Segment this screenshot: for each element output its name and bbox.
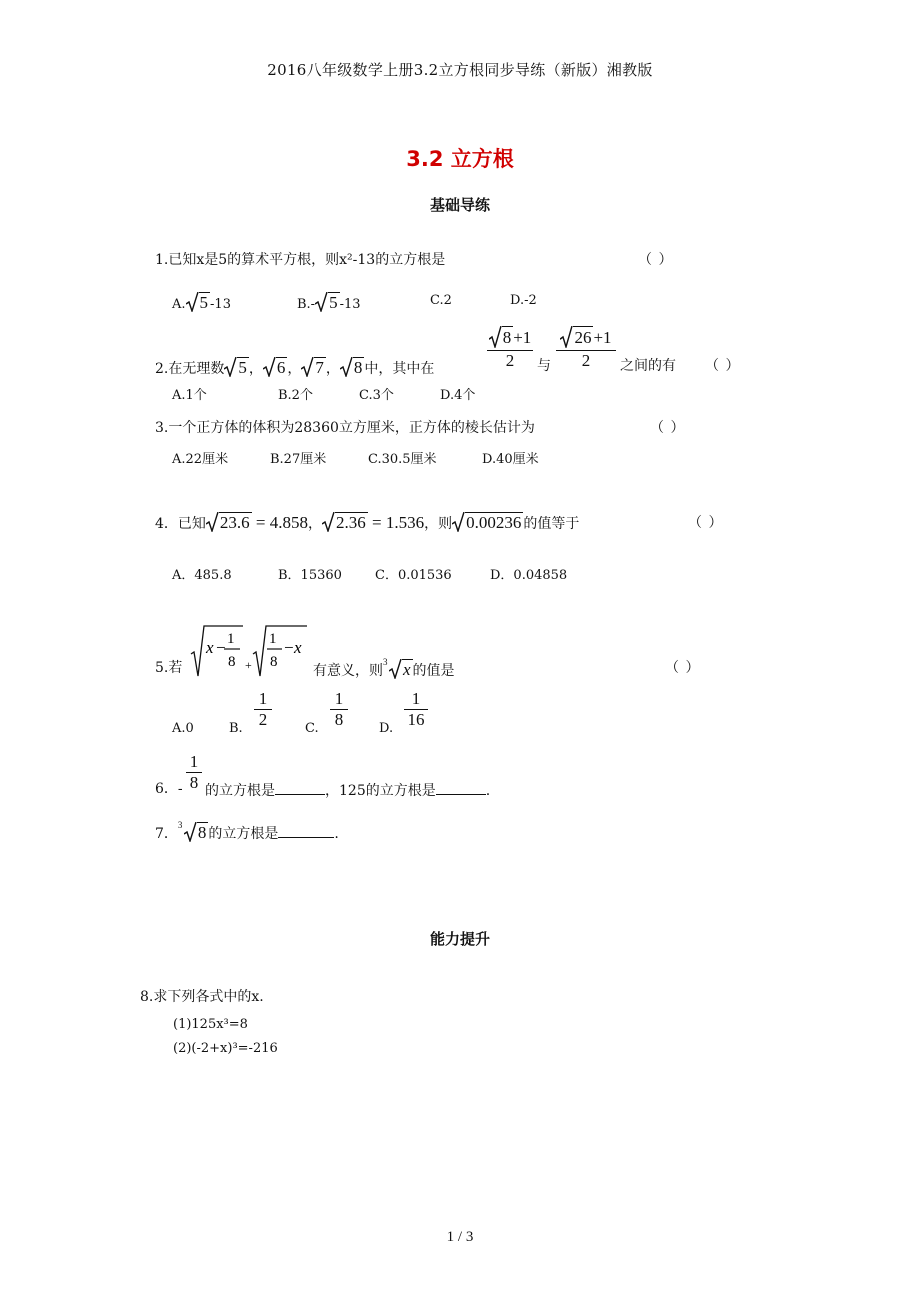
q5-minus: − <box>216 638 226 657</box>
document-header: 2016八年级数学上册3.2立方根同步导练（新版）湘教版 <box>267 61 653 79</box>
q6-fraction: 1 8 <box>186 752 202 793</box>
section-heading-basic: 基础导练 <box>429 196 490 214</box>
q8-part-2: (2)(-2+x)³=-216 <box>173 1041 278 1056</box>
q5-x: x <box>206 638 214 657</box>
answer-blank[interactable] <box>436 780 486 795</box>
page-title: 3.2 立方根 <box>406 147 514 171</box>
q5-option-a: A.0 <box>172 721 194 736</box>
q5-option-c: C. <box>305 721 319 736</box>
sqrt-sign: 7 <box>301 357 326 377</box>
cube-root-sign: x <box>389 659 413 679</box>
q2-option-d: D.4个 <box>440 388 476 403</box>
q2-option-b: B.2个 <box>278 388 313 403</box>
cube-root-index: 3 <box>177 820 183 830</box>
answer-blank[interactable] <box>278 823 334 838</box>
q4-option-a: A．485.8 <box>172 568 232 583</box>
question-2: 2.在无理数 5 ， 6 ， 7 ， 8 中，其中在 <box>155 358 435 377</box>
answer-paren-4: （ ） <box>688 515 724 531</box>
q5-one: 1 <box>227 631 235 647</box>
q3-option-d: D.40厘米 <box>482 452 539 467</box>
sqrt-sign: 0.00236 <box>452 512 523 532</box>
q5-x-2: x <box>294 638 302 657</box>
q3-option-a: A.22厘米 <box>172 452 229 467</box>
cube-root-index: 3 <box>383 657 388 667</box>
answer-paren-3: （ ） <box>650 420 686 436</box>
q5-frac-b: 1 2 <box>254 689 272 730</box>
q4-option-b: B．15360 <box>278 568 342 583</box>
question-3: 3.一个正方体的体积为28360立方厘米，正方体的棱长估计为 <box>155 420 535 436</box>
q3-option-c: C.30.5厘米 <box>368 452 437 467</box>
answer-paren-5: （ ） <box>665 660 701 676</box>
sqrt-sign: 5 <box>224 357 249 377</box>
fraction-sqrt8-plus1-over-2: 8 +1 2 <box>487 326 533 371</box>
q5-frac-d: 1 16 <box>404 689 428 730</box>
q1-option-b: B.- 5 -13 <box>297 293 361 312</box>
q5-minus-2: − <box>284 638 294 657</box>
q2-suffix: 之间的有 <box>620 358 676 374</box>
sqrt-sign: 5 <box>315 292 340 312</box>
sqrt-sign: 23.6 <box>206 512 252 532</box>
q2-option-a: A.1个 <box>172 388 207 403</box>
q5-option-b: B. <box>229 721 243 736</box>
q1-option-a: A. 5 -13 <box>172 293 231 312</box>
answer-paren-1: （ ） <box>638 252 674 268</box>
q1-option-c: C.2 <box>430 293 452 308</box>
sqrt-sign: 5 <box>186 292 211 312</box>
sqrt-sign: 8 <box>340 357 365 377</box>
q1-option-d: D.-2 <box>510 293 537 308</box>
question-1: 1.已知x是5的算术平方根，则x²-13的立方根是 <box>155 252 446 268</box>
question-5-mid: 有意义，则 3 x 的值是 <box>313 659 455 680</box>
q4-option-c: C．0.01536 <box>375 568 452 583</box>
q4-option-d: D．0.04858 <box>490 568 568 583</box>
section-heading-advanced: 能力提升 <box>429 930 490 948</box>
answer-blank[interactable] <box>275 780 325 795</box>
sqrt-sign: 6 <box>263 357 288 377</box>
page-number: 1 / 3 <box>446 1229 474 1245</box>
q5-eight-2: 8 <box>270 654 278 670</box>
q5-one-2: 1 <box>269 631 277 647</box>
q8-part-1: (1)125x³=8 <box>173 1017 248 1032</box>
q5-eight: 8 <box>228 654 236 670</box>
q5-radical-expression <box>190 624 310 679</box>
q5-frac-c: 1 8 <box>330 689 348 730</box>
q5-plus: + <box>245 658 252 672</box>
question-7: 7． 3 8 的立方根是 . <box>155 822 339 843</box>
fraction-sqrt26-plus1-over-2: 26 +1 2 <box>556 326 616 371</box>
cube-root-sign: 8 <box>184 822 209 842</box>
question-5-prefix: 5.若 <box>155 660 183 676</box>
q2-option-c: C.3个 <box>359 388 394 403</box>
question-6-prefix: 6．- <box>155 781 183 797</box>
question-6: 的立方根是 ，125的立方根是 . <box>205 780 490 800</box>
question-8: 8.求下列各式中的x. <box>140 989 264 1005</box>
q3-option-b: B.27厘米 <box>270 452 327 467</box>
q5-option-d: D. <box>379 721 394 736</box>
question-4: 4．已知 23.6 = 4.858， 2.36 = 1.536，则 0.00236 的值等于 <box>155 513 580 532</box>
sqrt-sign: 2.36 <box>322 512 368 532</box>
q2-with: 与 <box>537 358 551 374</box>
answer-paren-2: （ ） <box>705 358 741 374</box>
